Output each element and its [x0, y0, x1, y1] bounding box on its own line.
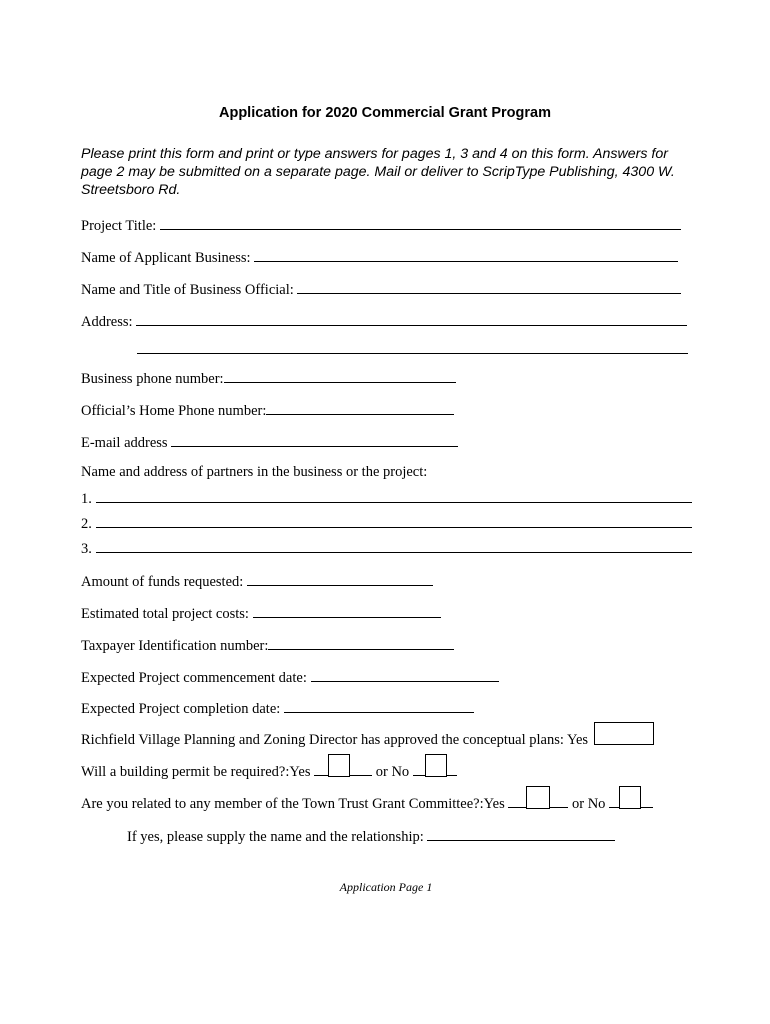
- building-permit-no-checkbox[interactable]: [413, 761, 457, 776]
- address-input-line-1[interactable]: [136, 310, 687, 326]
- related-member-or-no: or No: [571, 796, 606, 812]
- business-official-input[interactable]: [297, 278, 681, 294]
- partner-1-label: 1.: [81, 491, 92, 507]
- partner-1-input[interactable]: [96, 487, 692, 503]
- total-costs-input[interactable]: [253, 602, 441, 618]
- partner-3-row: [81, 537, 692, 557]
- funds-requested-label: Amount of funds requested:: [81, 574, 244, 590]
- related-member-no-checkbox[interactable]: [609, 793, 653, 808]
- planning-approval-row: [81, 729, 654, 749]
- completion-date-label: Expected Project completion date:: [81, 701, 281, 717]
- official-home-phone-row: [81, 399, 454, 419]
- partner-3-label: 3.: [81, 541, 92, 557]
- business-phone-label: Business phone number:: [81, 371, 224, 387]
- email-label: E-mail address: [81, 435, 168, 451]
- relationship-input[interactable]: [427, 825, 615, 841]
- taxpayer-id-label: Taxpayer Identification number:: [81, 638, 269, 654]
- funds-requested-row: [81, 570, 433, 590]
- total-costs-label: Estimated total project costs:: [81, 606, 249, 622]
- building-permit-yes-checkbox[interactable]: [314, 761, 372, 776]
- business-phone-row: [81, 367, 456, 387]
- address-row: [81, 310, 687, 330]
- building-permit-row: [81, 761, 457, 781]
- business-official-row: [81, 278, 681, 298]
- project-title-row: [81, 214, 681, 234]
- planning-approval-question: Richfield Village Planning and Zoning Director has approved the conceptual plans: Yes: [81, 732, 589, 748]
- applicant-business-row: [81, 246, 678, 266]
- related-member-yes-checkbox[interactable]: [508, 793, 568, 808]
- form-title: Application for 2020 Commercial Grant Program: [219, 105, 551, 121]
- partner-2-label: 2.: [81, 516, 92, 532]
- completion-date-row: [81, 697, 474, 717]
- email-row: [81, 431, 458, 451]
- partner-1-row: [81, 487, 692, 507]
- commencement-date-label: Expected Project commencement date:: [81, 670, 307, 686]
- applicant-business-label: Name of Applicant Business:: [81, 250, 251, 266]
- business-official-label: Name and Title of Business Official:: [81, 282, 294, 298]
- funds-requested-input[interactable]: [247, 570, 433, 586]
- form-instructions: Please print this form and print or type answers for pages 1, 3 and 4 on this form. Answers for page 2 may be submitted on a separate page. Mail or deliver to ScripType Publishing, 4300 W. Streetsboro Rd.: [81, 146, 675, 198]
- address-label: Address:: [81, 314, 133, 330]
- partner-2-row: [81, 512, 692, 532]
- page-footer: Application Page 1: [339, 880, 433, 894]
- related-member-question: Are you related to any member of the Town Trust Grant Committee?:Yes: [81, 796, 505, 812]
- planning-approval-yes-checkbox[interactable]: [594, 729, 654, 744]
- partners-heading: Name and address of partners in the business or the project:: [81, 464, 428, 480]
- address-input-line-2[interactable]: [137, 338, 688, 354]
- commencement-date-input[interactable]: [311, 666, 499, 682]
- if-yes-label: If yes, please supply the name and the relationship:: [127, 829, 424, 845]
- taxpayer-id-row: [81, 634, 454, 654]
- email-input[interactable]: [171, 431, 458, 447]
- partner-2-input[interactable]: [96, 512, 692, 528]
- business-phone-input[interactable]: [224, 367, 456, 383]
- partner-3-input[interactable]: [96, 537, 692, 553]
- applicant-business-input[interactable]: [254, 246, 678, 262]
- project-title-label: Project Title:: [81, 218, 157, 234]
- taxpayer-id-input[interactable]: [268, 634, 454, 650]
- related-member-row: [81, 793, 653, 813]
- address-row-2: [137, 338, 688, 358]
- if-yes-row: [127, 825, 615, 845]
- official-home-phone-input[interactable]: [266, 399, 454, 415]
- project-title-input[interactable]: [160, 214, 681, 230]
- completion-date-input[interactable]: [284, 697, 474, 713]
- commencement-date-row: [81, 666, 499, 686]
- building-permit-or-no: or No: [375, 764, 410, 780]
- official-home-phone-label: Official’s Home Phone number:: [81, 403, 267, 419]
- total-costs-row: [81, 602, 441, 622]
- building-permit-question: Will a building permit be required?:Yes: [81, 764, 311, 780]
